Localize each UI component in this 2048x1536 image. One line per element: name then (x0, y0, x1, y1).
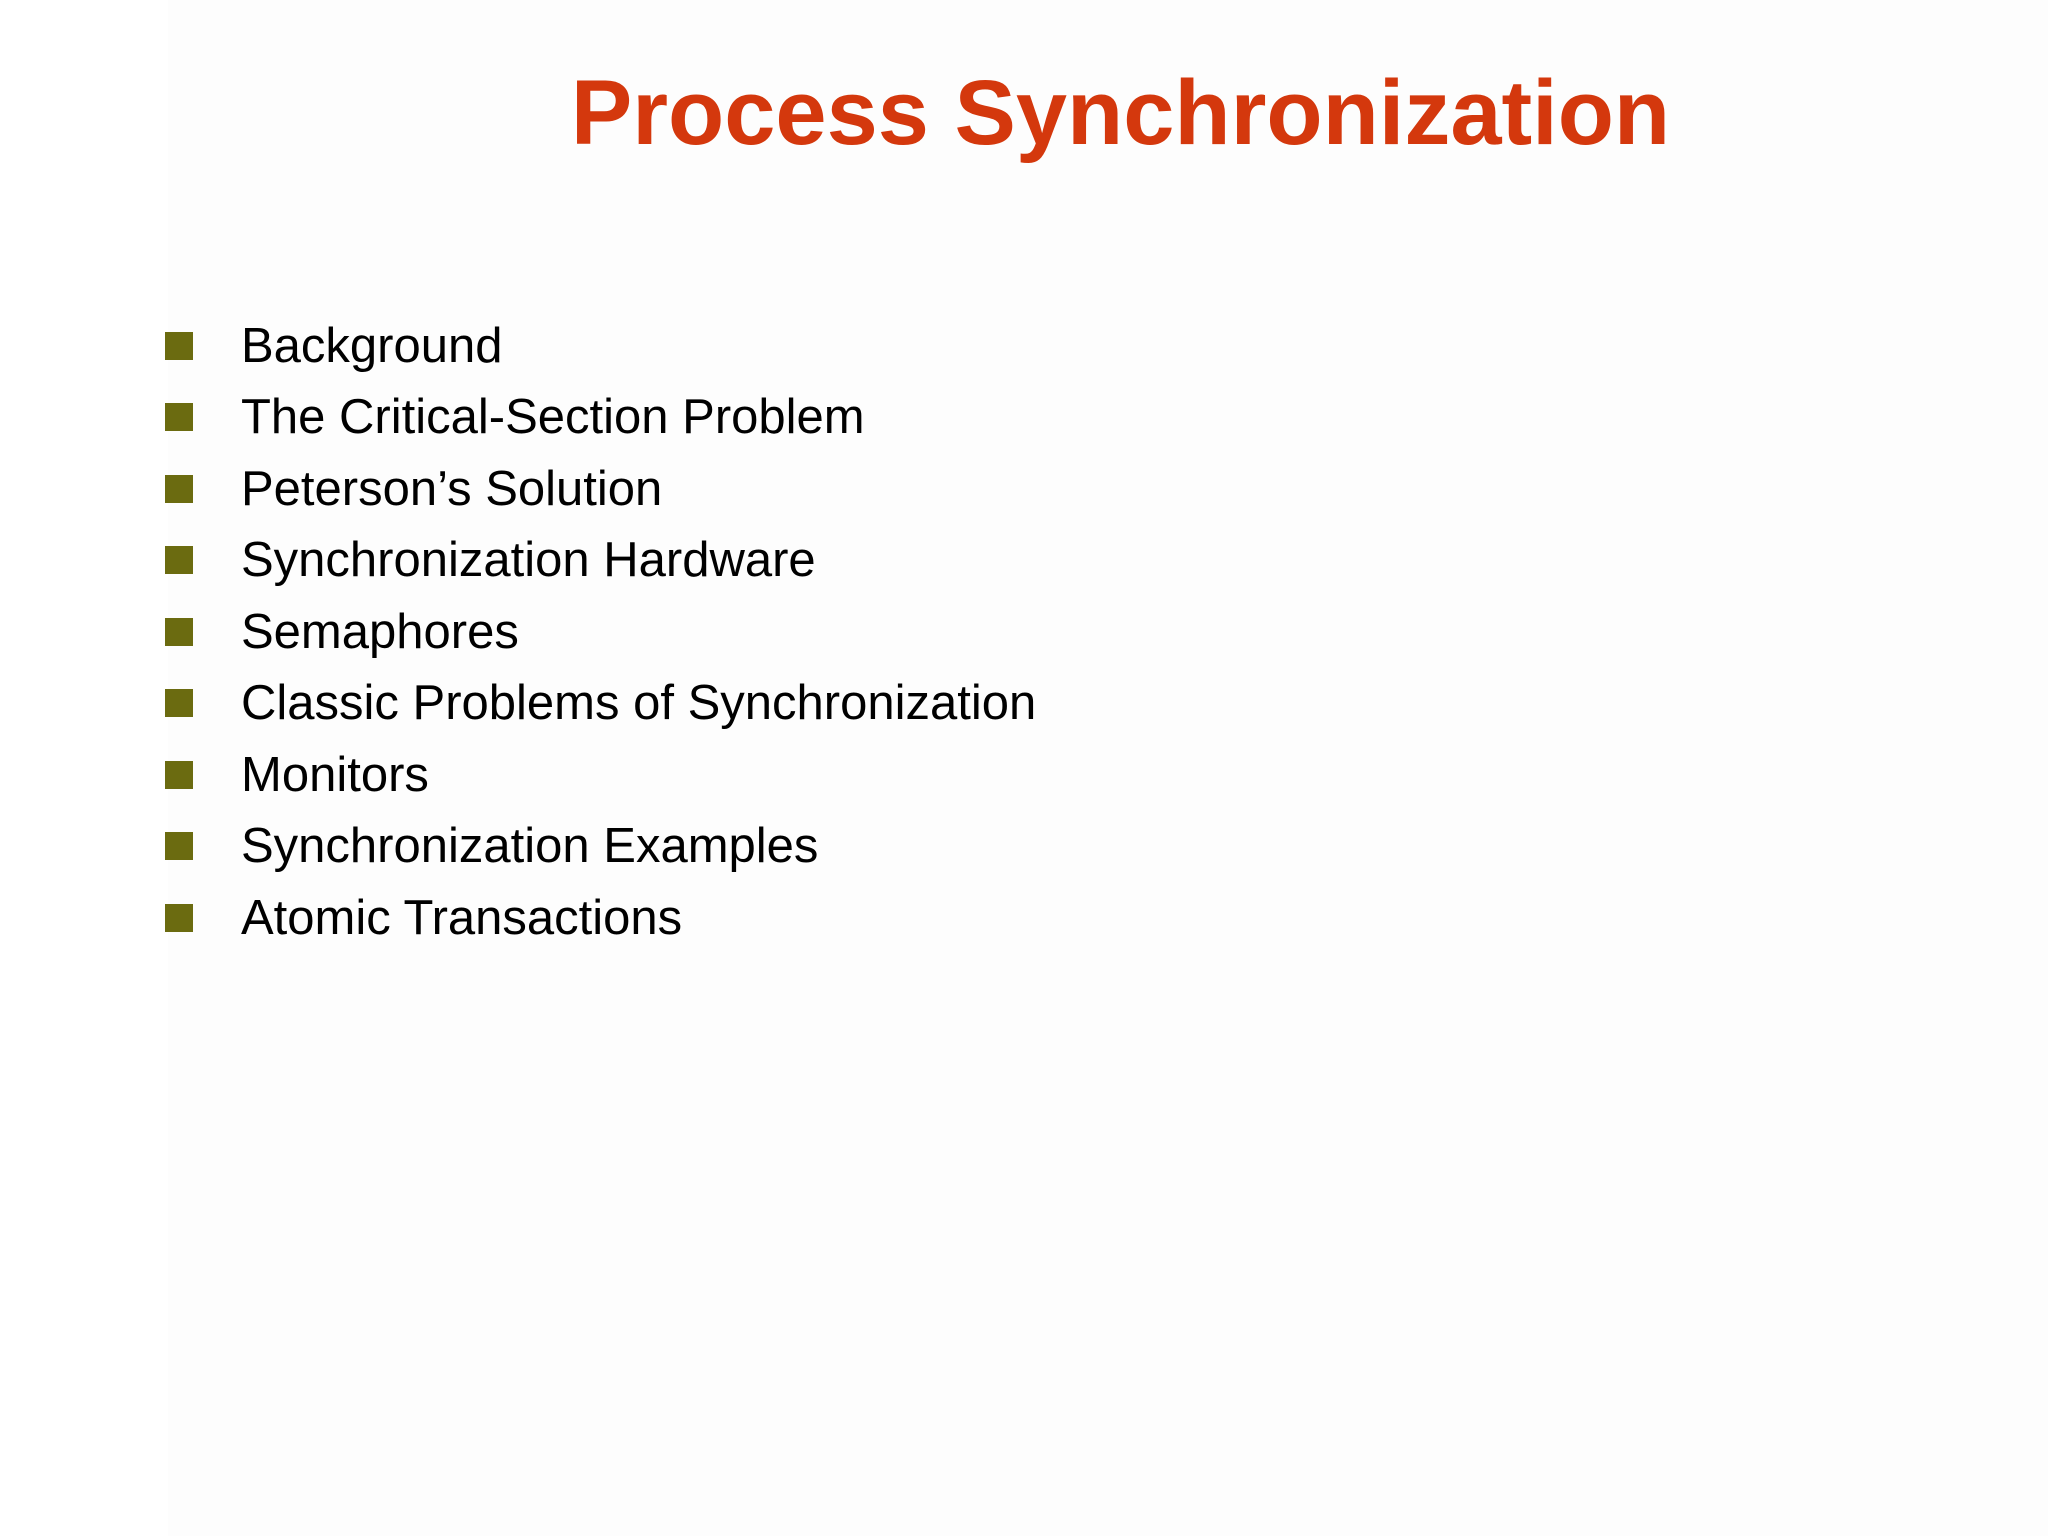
topic-label: Peterson’s Solution (241, 461, 663, 516)
square-bullet-icon (165, 403, 193, 431)
square-bullet-icon (165, 904, 193, 932)
topic-label: Synchronization Hardware (241, 533, 816, 588)
topic-label: The Critical-Section Problem (241, 390, 865, 445)
topic-label: Synchronization Examples (241, 819, 819, 874)
list-item (165, 882, 1036, 954)
list-item (165, 310, 1036, 382)
topic-label: Monitors (241, 747, 429, 802)
list-item (165, 596, 1036, 668)
list-item (165, 668, 1036, 740)
list-item (165, 453, 1036, 525)
square-bullet-icon (165, 689, 193, 717)
list-item (165, 382, 1036, 454)
topic-list (165, 310, 1036, 954)
topic-label: Classic Problems of Synchronization (241, 676, 1037, 731)
square-bullet-icon (165, 475, 193, 503)
square-bullet-icon (165, 618, 193, 646)
topic-label: Atomic Transactions (241, 890, 683, 945)
list-item (165, 739, 1036, 811)
square-bullet-icon (165, 546, 193, 574)
list-item (165, 811, 1036, 883)
square-bullet-icon (165, 832, 193, 860)
square-bullet-icon (165, 761, 193, 789)
slide-title: Process Synchronization (570, 62, 1671, 164)
slide-margin-band (0, 0, 168, 1536)
topic-label: Semaphores (241, 604, 519, 659)
list-item (165, 525, 1036, 597)
topic-label: Background (241, 318, 503, 373)
square-bullet-icon (165, 332, 193, 360)
